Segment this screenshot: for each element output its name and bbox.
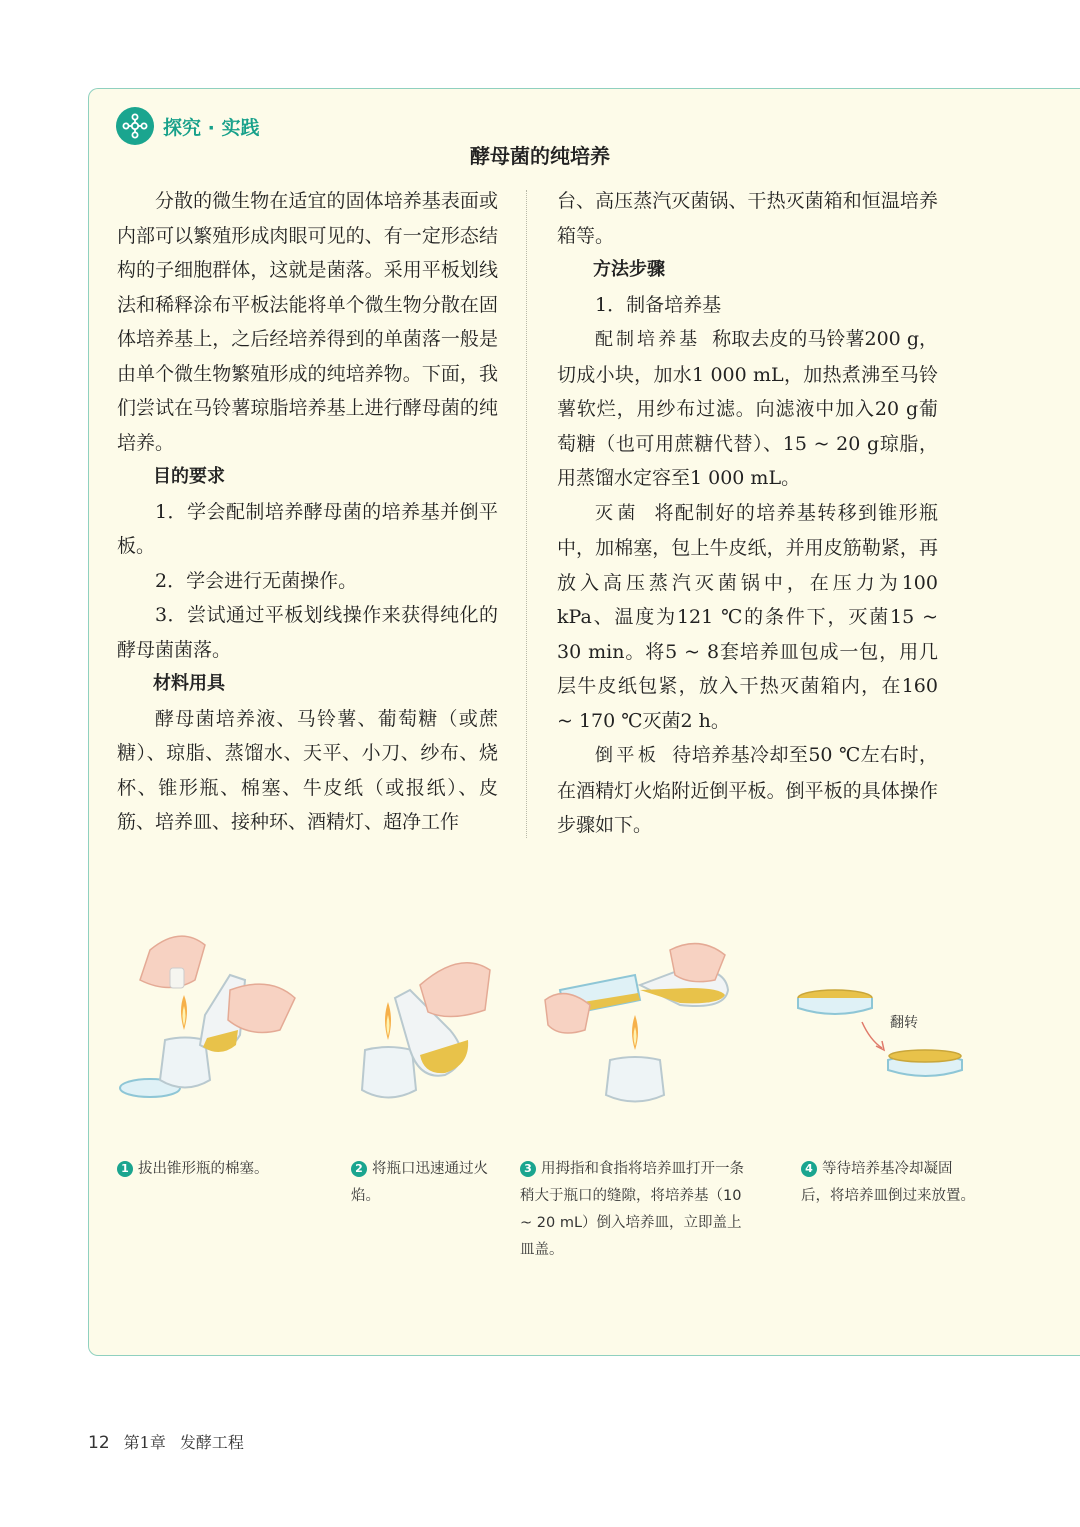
figure-caption — [520, 1156, 745, 1264]
sterilize-paragraph — [557, 496, 938, 739]
caption-text: 用拇指和食指将培养皿打开一条稍大于瓶口的缝隙，将培养基（10 ~ 20 mL）倒入培养皿，立即盖上皿盖。 — [520, 1161, 744, 1258]
invert-plate-illustration — [790, 980, 970, 1080]
caption-text: 等待培养基冷却凝固后，将培养皿倒过来放置。 — [801, 1161, 975, 1204]
prep-paragraph — [557, 322, 938, 496]
goal-item: 3．尝试通过平板划线操作来获得纯化的酵母菌菌落。 — [117, 604, 498, 661]
figure-caption — [801, 1156, 976, 1210]
chapter-number: 第1章 — [123, 1433, 166, 1452]
step-number-badge: 1 — [117, 1161, 133, 1177]
unplug-flask-illustration — [110, 920, 310, 1110]
caption-text: 将瓶口迅速通过火焰。 — [351, 1161, 488, 1204]
prep-term: 配制培养基 — [595, 329, 701, 350]
page-title: 酵母菌的纯培养 — [470, 144, 610, 168]
pour-medium-illustration — [540, 930, 740, 1110]
figure-caption — [117, 1156, 317, 1183]
page-footer — [88, 1430, 258, 1453]
goal-item: 2．学会进行无菌操作。 — [155, 569, 358, 592]
step1-heading: 1．制备培养基 — [595, 293, 722, 316]
chapter-title: 发酵工程 — [179, 1433, 244, 1452]
caption-text: 拔出锥形瓶的棉塞。 — [138, 1161, 269, 1177]
figure-caption — [351, 1156, 496, 1210]
materials-paragraph: 酵母菌培养液、马铃薯、葡萄糖（或蔗糖）、琼脂、蒸馏水、天平、小刀、纱布、烧杯、锥形瓶、棉塞、牛皮纸（或报纸）、皮筋、培养皿、接种环、酒精灯、超净工作 — [117, 707, 498, 833]
sterilize-text: 将配制好的培养基转移到锥形瓶中，加棉塞，包上牛皮纸，并用皮筋勒紧，再放入高压蒸汽灭菌锅中，在压力为100 kPa、温度为121 ℃的条件下，灭菌15 ~ 30 min。将5 ~ 8套培养皿包成一包，用几层牛皮纸包紧，放入干热灭菌箱内，在160 ~ 170 ℃灭菌2 h。 — [557, 501, 938, 732]
intro-paragraph: 分散的微生物在适宜的固体培养基表面或内部可以繁殖形成肉眼可见的、有一定形态结构的子细胞群体，这就是菌落。采用平板划线法和稀释涂布平板法能将单个微生物分散在固体培养基上，之后经培养得到的单菌落一般是由单个微生物繁殖形成的纯培养物。下面，我们尝试在马铃薯琼脂培养基上进行酵母菌的纯培养。 — [117, 190, 498, 454]
sterilize-term: 灭菌 — [595, 502, 640, 524]
right-column — [557, 184, 938, 843]
pour-term: 倒平板 — [595, 745, 660, 766]
pouring-plate-figure — [0, 900, 1080, 1130]
section-label: 探究 · 实践 — [163, 116, 260, 139]
step-number-badge: 3 — [520, 1161, 536, 1177]
method-heading: 方法步骤 — [593, 259, 665, 280]
column-divider — [526, 190, 527, 838]
page-number: 12 — [88, 1433, 110, 1453]
step-number-badge: 4 — [801, 1161, 817, 1177]
pour-paragraph — [557, 738, 938, 843]
pour-text: 待培养基冷却至50 ℃左右时，在酒精灯火焰附近倒平板。倒平板的具体操作步骤如下。 — [557, 744, 938, 836]
left-column — [117, 184, 498, 840]
step-number-badge: 2 — [351, 1161, 367, 1177]
prep-text: 称取去皮的马铃薯200 g，切成小块，加水1 000 mL，加热煮沸至马铃薯软烂，用纱布过滤。向滤液中加入20 g葡萄糖（也可用蔗糖代替）、15 ~ 20 g琼脂，用蒸馏水定容至1 000 mL。 — [557, 328, 939, 489]
goal-item: 1．学会配制培养酵母菌的培养基并倒平板。 — [117, 500, 498, 557]
materials-heading: 材料用具 — [153, 673, 225, 694]
flame-flask-illustration — [350, 940, 510, 1110]
flip-label: 翻转 — [890, 1015, 918, 1031]
goals-heading: 目的要求 — [153, 466, 225, 487]
materials-continued: 台、高压蒸汽灭菌锅、干热灭菌箱和恒温培养箱等。 — [557, 190, 938, 247]
